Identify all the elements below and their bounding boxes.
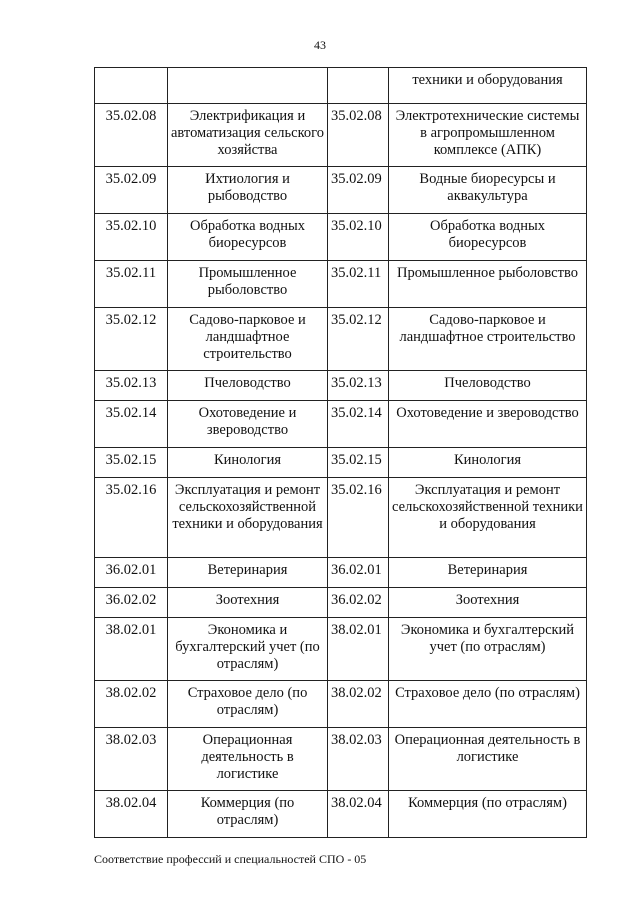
old-code-cell: 35.02.08 [95, 104, 168, 167]
old-name-cell [168, 68, 328, 104]
old-code-cell: 35.02.11 [95, 261, 168, 308]
old-code-cell: 38.02.01 [95, 618, 168, 681]
table-row [95, 728, 587, 791]
old-name-cell: Пчеловодство [168, 371, 328, 401]
table-row [95, 261, 587, 308]
new-code-cell: 36.02.01 [328, 558, 389, 588]
old-code-cell: 35.02.15 [95, 448, 168, 478]
table-row [95, 558, 587, 588]
old-name-cell: Страховое дело (по отраслям) [168, 681, 328, 728]
old-code-cell: 35.02.12 [95, 308, 168, 371]
table-row [95, 214, 587, 261]
new-name-cell: Кинология [389, 448, 587, 478]
new-code-cell: 38.02.01 [328, 618, 389, 681]
old-name-cell: Операционная деятельность в логистике [168, 728, 328, 791]
new-code-cell: 35.02.15 [328, 448, 389, 478]
new-code-cell: 35.02.14 [328, 401, 389, 448]
new-code-cell: 36.02.02 [328, 588, 389, 618]
old-code-cell [95, 68, 168, 104]
new-code-cell: 35.02.11 [328, 261, 389, 308]
new-code-cell: 35.02.08 [328, 104, 389, 167]
old-code-cell: 38.02.04 [95, 791, 168, 838]
table-row [95, 681, 587, 728]
new-name-cell: Зоотехния [389, 588, 587, 618]
new-name-cell: Страховое дело (по отраслям) [389, 681, 587, 728]
new-name-cell: Пчеловодство [389, 371, 587, 401]
old-code-cell: 36.02.01 [95, 558, 168, 588]
old-name-cell: Коммерция (по отраслям) [168, 791, 328, 838]
old-name-cell: Ветеринария [168, 558, 328, 588]
old-name-cell: Экономика и бухгалтерский учет (по отраслям) [168, 618, 328, 681]
new-code-cell: 35.02.12 [328, 308, 389, 371]
old-code-cell: 35.02.14 [95, 401, 168, 448]
old-name-cell: Ихтиология и рыбоводство [168, 167, 328, 214]
table-row [95, 68, 587, 104]
new-name-cell: Ветеринария [389, 558, 587, 588]
new-name-cell: Охотоведение и звероводство [389, 401, 587, 448]
new-name-cell: Водные биоресурсы и аквакультура [389, 167, 587, 214]
old-name-cell: Обработка водных биоресурсов [168, 214, 328, 261]
old-code-cell: 35.02.13 [95, 371, 168, 401]
new-code-cell: 38.02.03 [328, 728, 389, 791]
table-row [95, 618, 587, 681]
table-row [95, 401, 587, 448]
new-code-cell: 35.02.10 [328, 214, 389, 261]
old-code-cell: 35.02.10 [95, 214, 168, 261]
new-name-cell: Промышленное рыболовство [389, 261, 587, 308]
old-name-cell: Садово-парковое и ландшафтное строительство [168, 308, 328, 371]
old-name-cell: Охотоведение и звероводство [168, 401, 328, 448]
old-code-cell: 35.02.16 [95, 478, 168, 558]
new-name-cell: Эксплуатация и ремонт сельскохозяйственной техники и оборудования [389, 478, 587, 558]
old-code-cell: 36.02.02 [95, 588, 168, 618]
old-name-cell: Кинология [168, 448, 328, 478]
old-code-cell: 38.02.03 [95, 728, 168, 791]
old-name-cell: Зоотехния [168, 588, 328, 618]
new-name-cell: Экономика и бухгалтерский учет (по отраслям) [389, 618, 587, 681]
table-row [95, 308, 587, 371]
new-code-cell: 38.02.04 [328, 791, 389, 838]
table-row [95, 448, 587, 478]
new-name-cell: техники и оборудования [389, 68, 587, 104]
new-code-cell: 35.02.13 [328, 371, 389, 401]
old-name-cell: Промышленное рыболовство [168, 261, 328, 308]
old-name-cell: Электрификация и автоматизация сельского хозяйства [168, 104, 328, 167]
table-row [95, 104, 587, 167]
new-name-cell: Электротехнические системы в агропромышленном комплексе (АПК) [389, 104, 587, 167]
old-name-cell: Эксплуатация и ремонт сельскохозяйственной техники и оборудования [168, 478, 328, 558]
new-name-cell: Садово-парковое и ландшафтное строительство [389, 308, 587, 371]
table-row [95, 588, 587, 618]
new-name-cell: Коммерция (по отраслям) [389, 791, 587, 838]
new-code-cell: 35.02.09 [328, 167, 389, 214]
page-number: 43 [314, 38, 326, 52]
new-code-cell [328, 68, 389, 104]
new-code-cell: 35.02.16 [328, 478, 389, 558]
new-name-cell: Операционная деятельность в логистике [389, 728, 587, 791]
old-code-cell: 35.02.09 [95, 167, 168, 214]
table-row [95, 791, 587, 838]
table-row [95, 167, 587, 214]
footer-text: Соответствие профессий и специальностей СПО - 05 [94, 852, 367, 866]
table-row [95, 371, 587, 401]
specialties-table [94, 67, 587, 838]
old-code-cell: 38.02.02 [95, 681, 168, 728]
table-row [95, 478, 587, 558]
new-code-cell: 38.02.02 [328, 681, 389, 728]
new-name-cell: Обработка водных биоресурсов [389, 214, 587, 261]
